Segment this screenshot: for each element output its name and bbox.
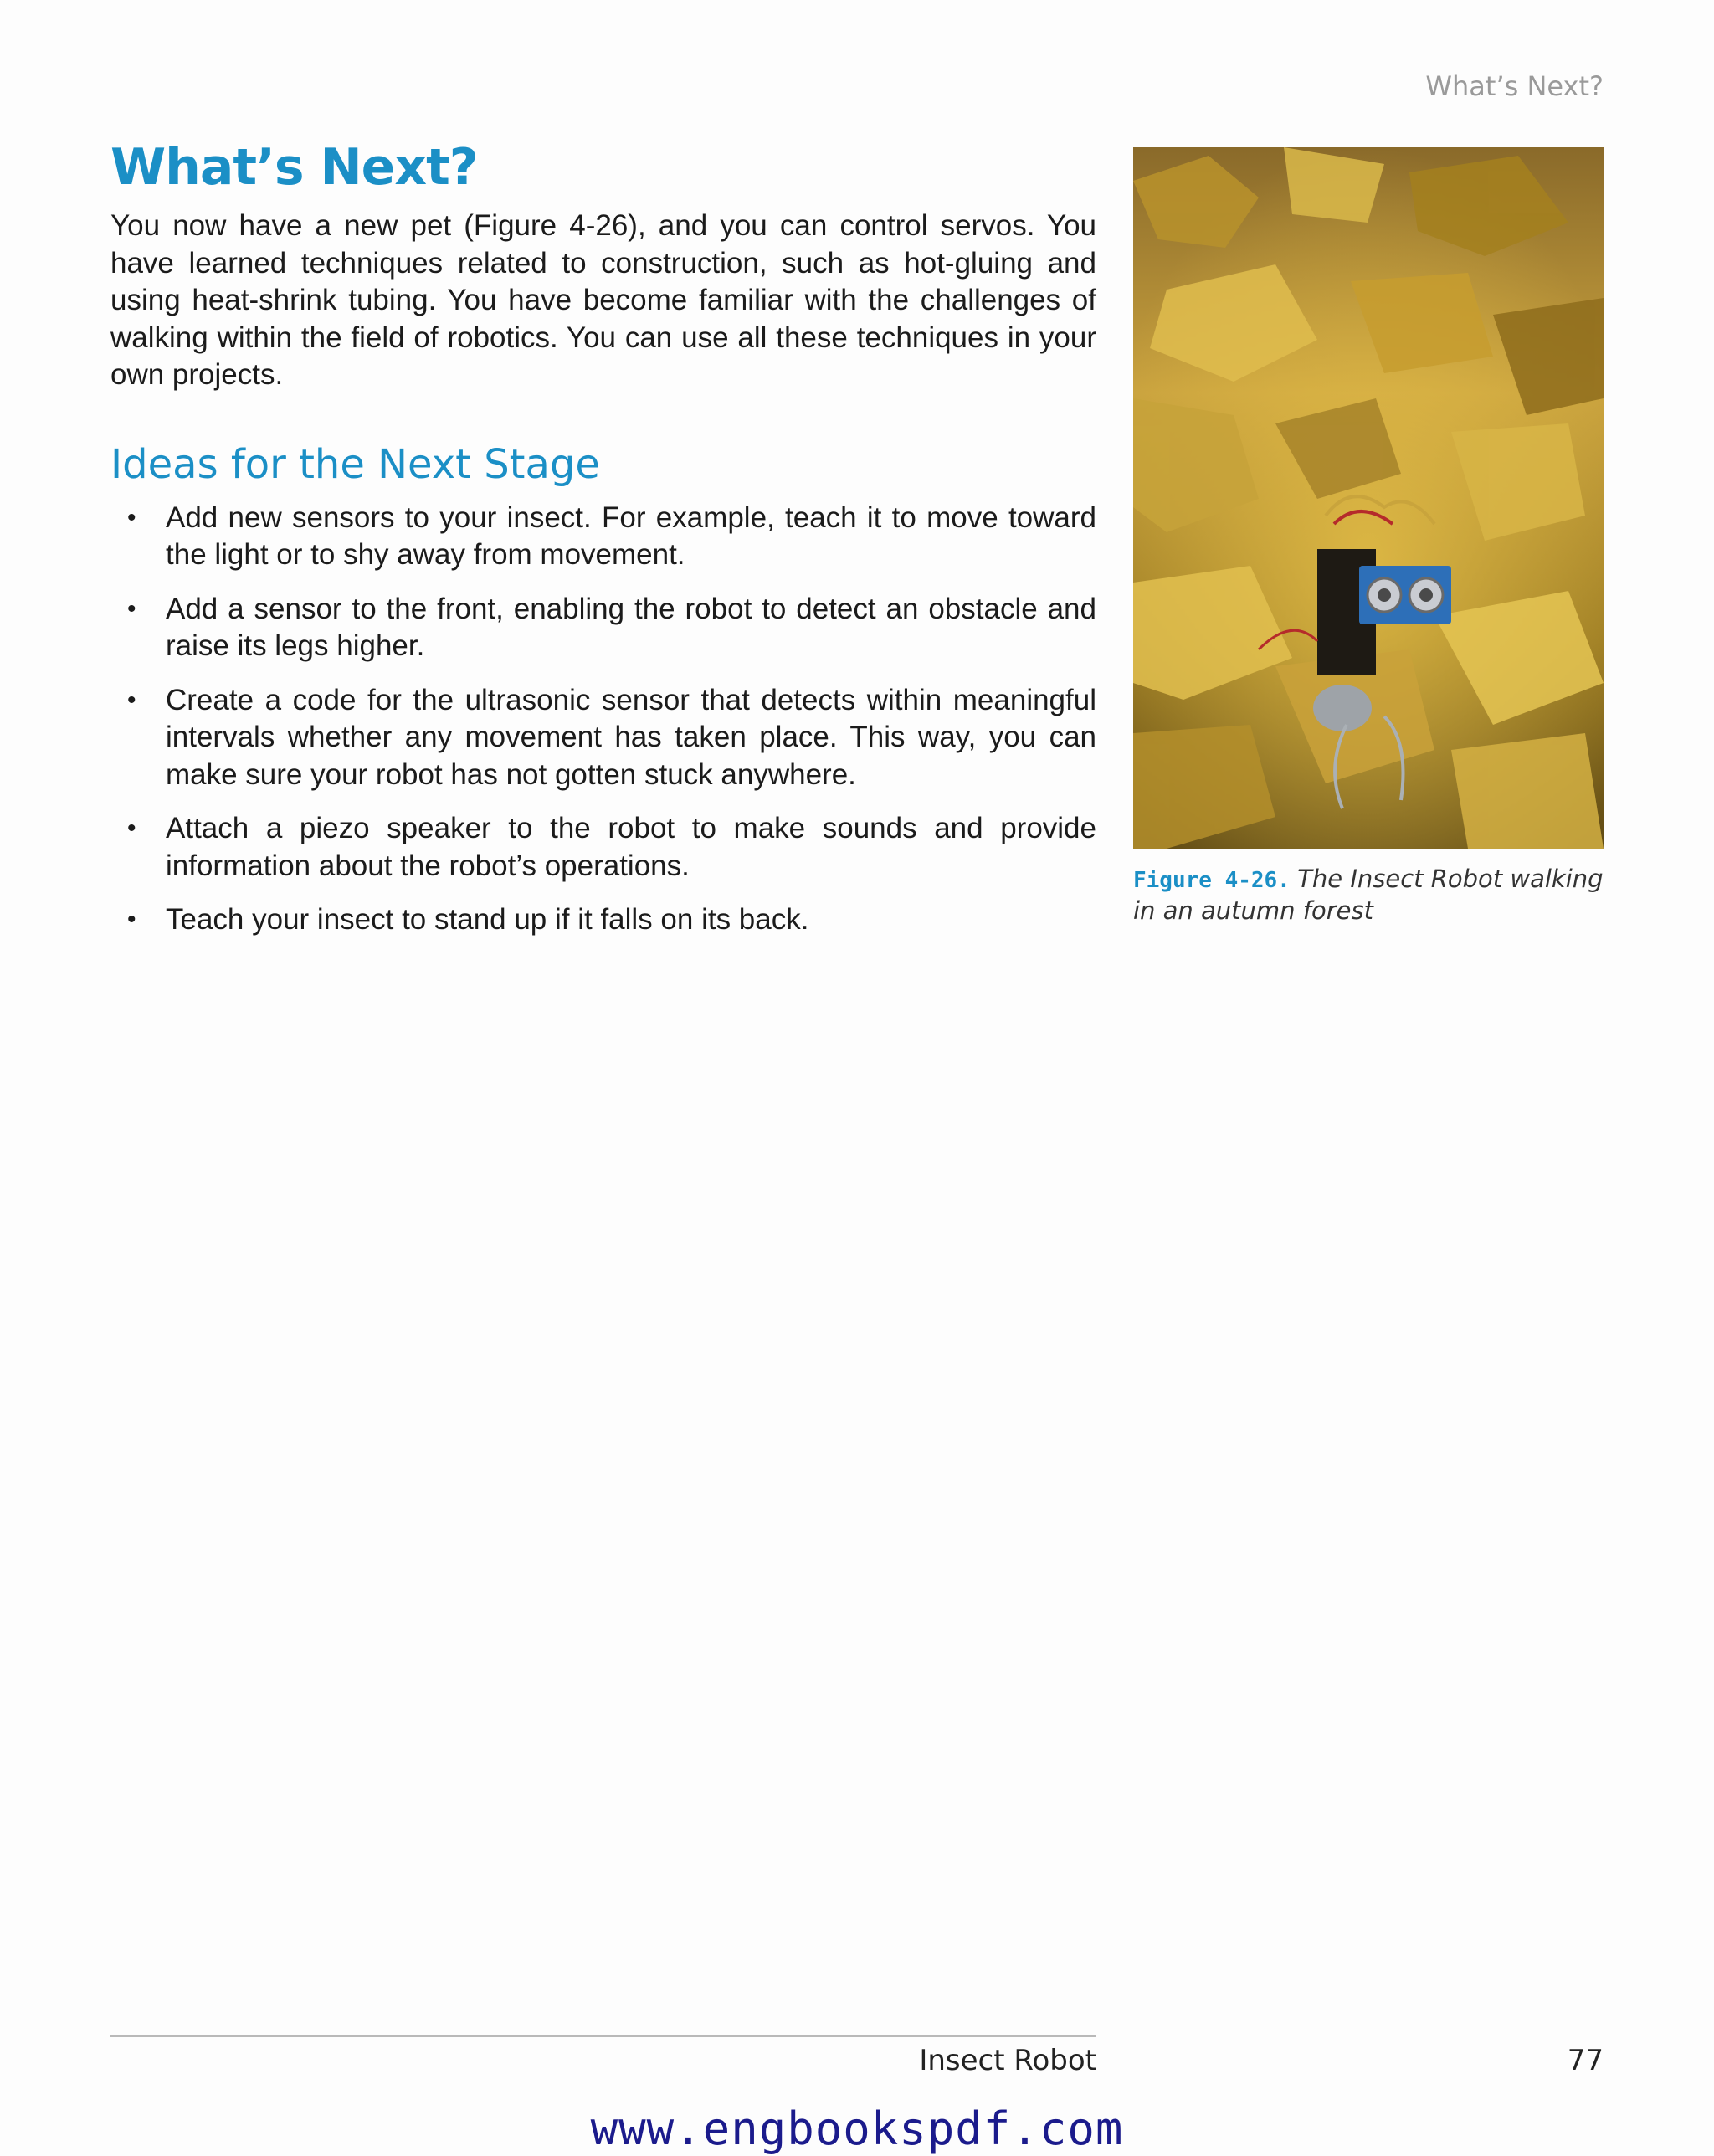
watermark-url: www.engbookspdf.com	[590, 2102, 1124, 2155]
figure-label: Figure 4-26.	[1133, 868, 1291, 893]
figure	[1133, 147, 1604, 927]
ideas-list	[110, 500, 1096, 939]
bullet-icon: •	[127, 906, 136, 933]
bullet-icon: •	[127, 685, 136, 714]
intro-paragraph: You now have a new pet (Figure 4-26), and you can control servos. You have learned techniques related to construction, such as hot-gluing and using heat-shrink tubing. You have become familiar with the challenges of walking within the field of robotics. You can use all these techniques in your own projects.	[110, 209, 1096, 391]
running-head: What’s Next?	[1425, 70, 1604, 102]
page-number: 77	[1567, 2044, 1604, 2077]
list-item-text: Create a code for the ultrasonic sensor that detects within meaningful intervals whether any movement has taken place. This way, you can make sure your robot has not gotten stuck anywhere.	[166, 683, 1096, 791]
list-item-text: Add a sensor to the front, enabling the robot to detect an obstacle and raise its legs higher.	[166, 592, 1096, 662]
list-item-text: Teach your insect to stand up if it falls on its back.	[166, 903, 809, 936]
list-item	[110, 901, 1096, 939]
list-item	[110, 810, 1096, 885]
bullet-icon: •	[127, 594, 136, 623]
list-item-text: Attach a piezo speaker to the robot to make sounds and provide information about the robot’s operations.	[166, 812, 1096, 882]
footer-chapter-title: Insect Robot	[919, 2044, 1096, 2077]
figure-caption-text: The Insect Robot walking in an autumn forest	[1133, 865, 1604, 925]
list-item	[110, 682, 1096, 794]
bullet-icon: •	[127, 503, 136, 531]
list-item-text: Add new sensors to your insect. For example, teach it to move toward the light or to shy away from movement.	[166, 501, 1096, 571]
main-column	[110, 134, 1096, 956]
list-item	[110, 591, 1096, 665]
bullet-icon: •	[127, 814, 136, 842]
subsection-title: Ideas for the Next Stage	[110, 440, 600, 488]
list-item	[110, 500, 1096, 574]
figure-caption	[1133, 864, 1604, 927]
footer-divider	[110, 2035, 1096, 2037]
section-title: What’s Next?	[110, 138, 478, 197]
insect-robot-photo	[1133, 147, 1604, 849]
